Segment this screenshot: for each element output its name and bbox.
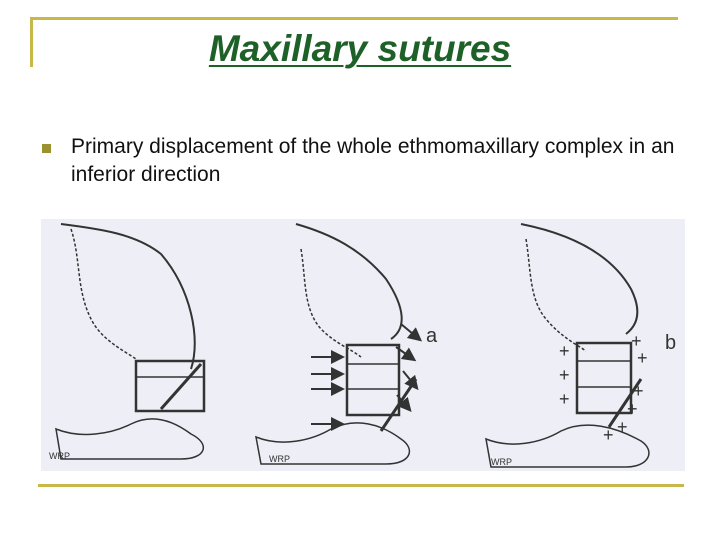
plus-mark: + bbox=[559, 389, 570, 409]
plus-mark: + bbox=[631, 331, 642, 351]
plus-mark: + bbox=[617, 417, 628, 437]
skull-diagram-figure bbox=[41, 219, 685, 471]
artist-mark-3: WRP bbox=[491, 457, 512, 467]
bottom-rule bbox=[38, 484, 684, 487]
slide-title: Maxillary sutures bbox=[208, 28, 512, 69]
panel-label-a: a bbox=[426, 325, 438, 347]
bullet-text: Primary displacement of the whole ethmomaxillary complex in an inferior direction bbox=[71, 135, 675, 186]
plus-mark: + bbox=[627, 399, 638, 419]
top-rule bbox=[30, 17, 678, 20]
plus-mark: + bbox=[559, 365, 570, 385]
plus-mark: + bbox=[603, 425, 614, 445]
skull-diagram bbox=[41, 219, 685, 471]
plus-mark: + bbox=[633, 381, 644, 401]
artist-mark-1: WRP bbox=[49, 451, 70, 461]
panel-label-b: b bbox=[665, 332, 677, 354]
artist-mark-2: WRP bbox=[269, 454, 290, 464]
bullet-square-icon bbox=[42, 144, 51, 153]
plus-mark: + bbox=[637, 348, 648, 368]
plus-mark: + bbox=[559, 341, 570, 361]
